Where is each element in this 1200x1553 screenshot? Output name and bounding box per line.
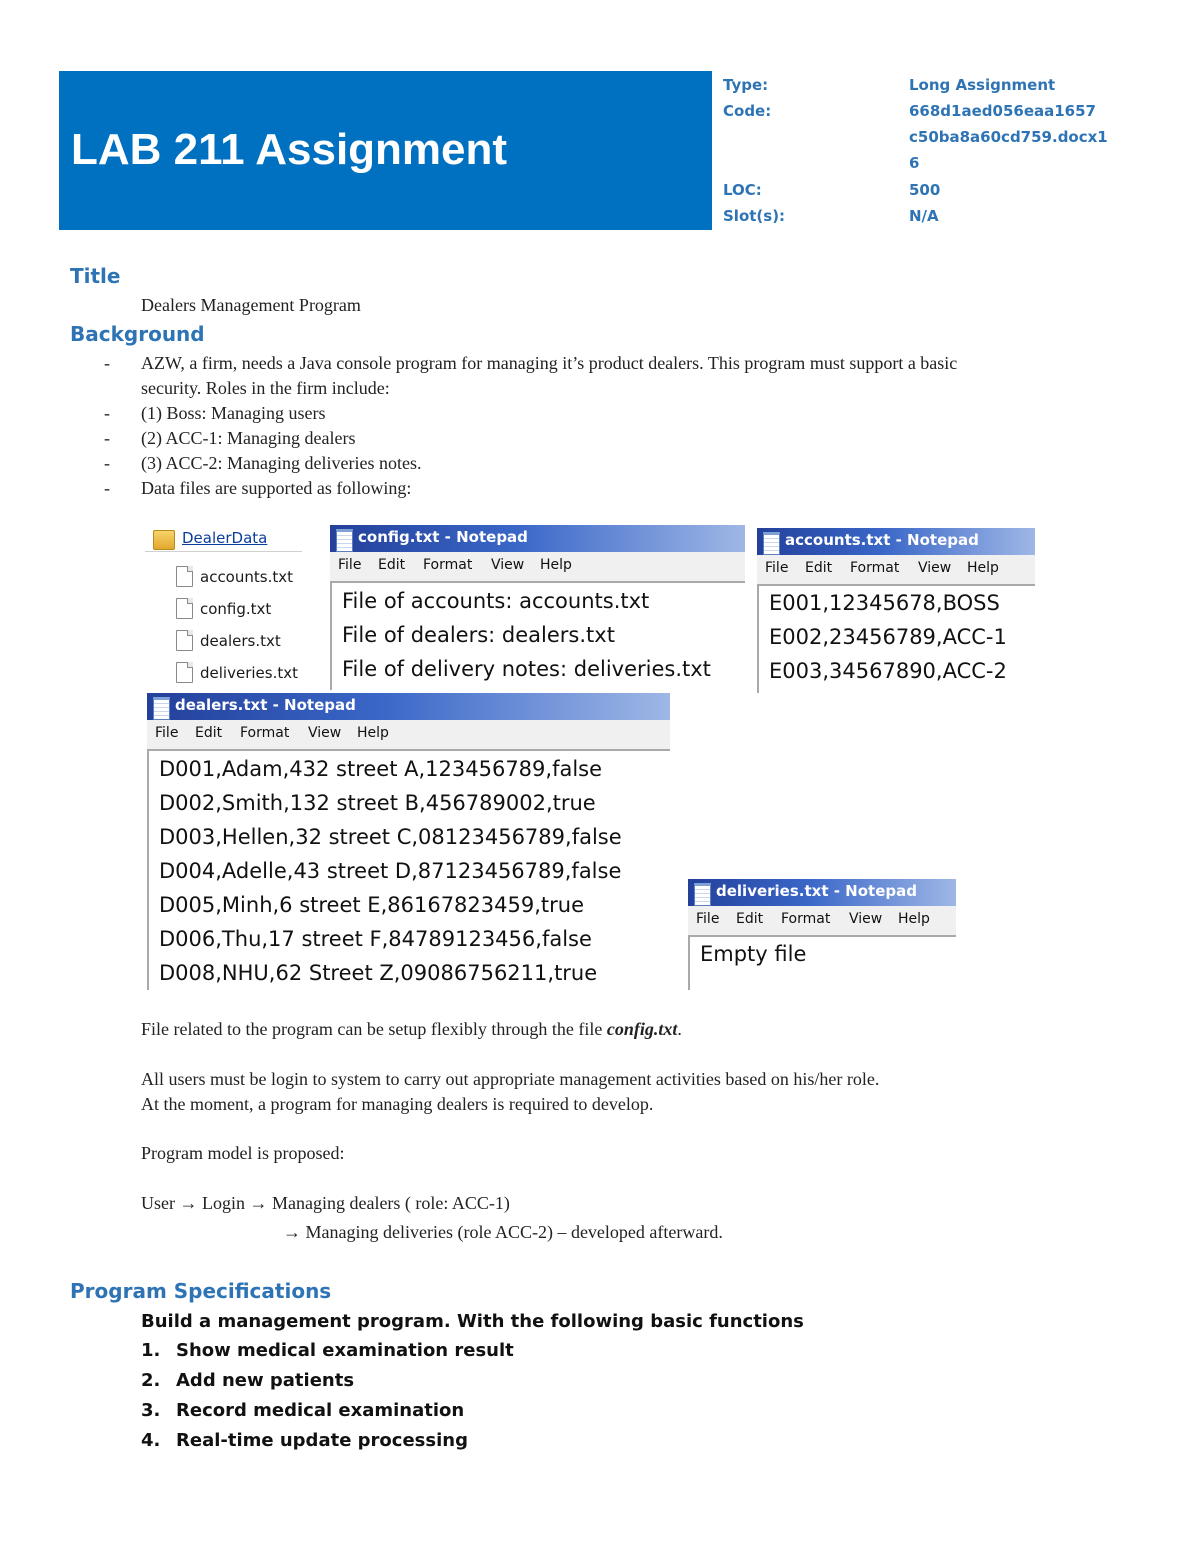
login-note-1: All users must be login to system to carry out appropriate management activities based on his/her role. bbox=[141, 1069, 880, 1089]
text-line: File of delivery notes: deliveries.txt bbox=[342, 657, 711, 681]
list-number: 4. bbox=[141, 1430, 161, 1451]
meta-slot-value: N/A bbox=[909, 207, 939, 225]
notepad-icon bbox=[336, 529, 353, 552]
meta-code-value-cont2: 6 bbox=[909, 154, 920, 172]
text-line: E003,34567890,ACC-2 bbox=[769, 659, 1007, 683]
text-line: D006,Thu,17 street F,84789123456,false bbox=[159, 927, 592, 951]
list-number: 2. bbox=[141, 1370, 161, 1391]
notepad-titlebar bbox=[330, 525, 745, 552]
menu-file[interactable]: File bbox=[696, 911, 720, 927]
window-title: accounts.txt - Notepad bbox=[785, 531, 979, 549]
list-number: 1. bbox=[141, 1340, 161, 1361]
meta-slot-key: Slot(s): bbox=[723, 207, 786, 225]
list-item: Add new patients bbox=[176, 1370, 355, 1391]
folder-icon bbox=[153, 530, 175, 550]
bullet-mark: - bbox=[104, 353, 110, 373]
text-file-icon bbox=[176, 662, 193, 683]
menu-help[interactable]: Help bbox=[898, 911, 930, 927]
text-line: Empty file bbox=[700, 942, 807, 966]
notepad-menubar bbox=[147, 720, 670, 751]
meta-code-value-cont: c50ba8a60cd759.docx1 bbox=[909, 128, 1108, 146]
folder-dealerdata-link[interactable]: DealerData bbox=[182, 529, 268, 547]
text-line: D001,Adam,432 street A,123456789,false bbox=[159, 757, 603, 781]
title-banner bbox=[59, 71, 712, 230]
notepad-menubar bbox=[330, 552, 745, 583]
file-config[interactable]: config.txt bbox=[200, 600, 272, 618]
menu-view[interactable]: View bbox=[849, 911, 883, 927]
background-heading: Background bbox=[70, 322, 205, 346]
bullet-mark: - bbox=[104, 403, 110, 423]
text-line: File of dealers: dealers.txt bbox=[342, 623, 615, 647]
menu-help[interactable]: Help bbox=[540, 557, 572, 573]
meta-loc-key: LOC: bbox=[723, 181, 762, 199]
text-file-icon bbox=[176, 598, 193, 619]
menu-help[interactable]: Help bbox=[967, 560, 999, 576]
file-accounts[interactable]: accounts.txt bbox=[200, 568, 293, 586]
list-item: AZW, a firm, needs a Java console program for managing it’s product dealers. This program must support a basic bbox=[141, 353, 958, 373]
text-line: File of accounts: accounts.txt bbox=[342, 589, 650, 613]
meta-code-key: Code: bbox=[723, 102, 772, 120]
file-dealers[interactable]: dealers.txt bbox=[200, 632, 281, 650]
bullet-mark: - bbox=[104, 478, 110, 498]
menu-edit[interactable]: Edit bbox=[378, 557, 406, 573]
file-explorer-pane bbox=[145, 523, 302, 688]
notepad-text-area[interactable] bbox=[757, 586, 1035, 693]
text-line: D008,NHU,62 Street Z,09086756211,true bbox=[159, 961, 598, 985]
list-item-continuation: security. Roles in the firm include: bbox=[141, 378, 390, 398]
text-file-icon bbox=[176, 630, 193, 651]
list-item: (2) ACC-1: Managing dealers bbox=[141, 428, 356, 448]
menu-format[interactable]: Format bbox=[850, 560, 900, 576]
model-line-2: → Managing deliveries (role ACC-2) – developed afterward. bbox=[283, 1222, 723, 1242]
list-item: (1) Boss: Managing users bbox=[141, 403, 326, 423]
menu-format[interactable]: Format bbox=[240, 725, 290, 741]
text-file-icon bbox=[176, 566, 193, 587]
notepad-icon bbox=[763, 532, 780, 555]
text-line: D003,Hellen,32 street C,08123456789,false bbox=[159, 825, 622, 849]
notepad-titlebar bbox=[688, 879, 956, 906]
config-note bbox=[141, 1017, 682, 1042]
file-deliveries[interactable]: deliveries.txt bbox=[200, 664, 298, 682]
accounts-notepad-window bbox=[757, 528, 1035, 693]
notepad-titlebar bbox=[757, 528, 1035, 555]
menu-file[interactable]: File bbox=[338, 557, 362, 573]
menu-view[interactable]: View bbox=[308, 725, 342, 741]
notepad-text-area[interactable] bbox=[330, 583, 745, 690]
menu-edit[interactable]: Edit bbox=[736, 911, 764, 927]
config-file-name: config.txt bbox=[606, 1019, 678, 1039]
menu-edit[interactable]: Edit bbox=[805, 560, 833, 576]
deliveries-notepad-window bbox=[688, 879, 956, 990]
notepad-menubar bbox=[688, 906, 956, 937]
model-line-1: User → Login → Managing dealers ( role: ACC-1) bbox=[141, 1193, 510, 1213]
list-item: Record medical examination bbox=[176, 1400, 465, 1421]
bullet-mark: - bbox=[104, 453, 110, 473]
title-heading: Title bbox=[70, 264, 121, 288]
text-line: E001,12345678,BOSS bbox=[769, 591, 1000, 615]
window-title: config.txt - Notepad bbox=[358, 528, 528, 546]
list-item: Data files are supported as following: bbox=[141, 478, 412, 498]
dealers-notepad-window bbox=[147, 693, 670, 990]
notepad-text-area[interactable] bbox=[147, 751, 670, 990]
document-title: LAB 211 Assignment bbox=[71, 125, 508, 174]
menu-view[interactable]: View bbox=[918, 560, 952, 576]
meta-code-value: 668d1aed056eaa1657 bbox=[909, 102, 1096, 120]
menu-edit[interactable]: Edit bbox=[195, 725, 223, 741]
list-item: Real-time update processing bbox=[176, 1430, 468, 1451]
menu-help[interactable]: Help bbox=[357, 725, 389, 741]
window-title: deliveries.txt - Notepad bbox=[716, 882, 917, 900]
menu-format[interactable]: Format bbox=[781, 911, 831, 927]
list-number: 3. bbox=[141, 1400, 161, 1421]
meta-type-value: Long Assignment bbox=[909, 76, 1056, 94]
program-specifications-heading: Program Specifications bbox=[70, 1279, 332, 1303]
text-line: E002,23456789,ACC-1 bbox=[769, 625, 1007, 649]
menu-view[interactable]: View bbox=[491, 557, 525, 573]
text-line: D002,Smith,132 street B,456789002,true bbox=[159, 791, 596, 815]
login-note-2: At the moment, a program for managing dealers is required to develop. bbox=[141, 1094, 654, 1114]
notepad-icon bbox=[153, 697, 170, 720]
list-item: Show medical examination result bbox=[176, 1340, 514, 1361]
menu-file[interactable]: File bbox=[155, 725, 179, 741]
text-line: D004,Adelle,43 street D,87123456789,false bbox=[159, 859, 622, 883]
specs-intro: Build a management program. With the following basic functions bbox=[141, 1311, 804, 1332]
model-intro: Program model is proposed: bbox=[141, 1143, 345, 1163]
divider bbox=[145, 551, 302, 552]
menu-file[interactable]: File bbox=[765, 560, 789, 576]
meta-type-key: Type: bbox=[723, 76, 769, 94]
meta-loc-value: 500 bbox=[909, 181, 941, 199]
config-notepad-window bbox=[330, 525, 745, 690]
notepad-icon bbox=[694, 883, 711, 906]
notepad-text-area[interactable] bbox=[688, 937, 956, 990]
window-title: dealers.txt - Notepad bbox=[175, 696, 356, 714]
text-line: D005,Minh,6 street E,86167823459,true bbox=[159, 893, 584, 917]
program-title-text: Dealers Management Program bbox=[141, 295, 361, 315]
config-note-suffix: . bbox=[677, 1019, 682, 1039]
menu-format[interactable]: Format bbox=[423, 557, 473, 573]
notepad-titlebar bbox=[147, 693, 670, 720]
list-item: (3) ACC-2: Managing deliveries notes. bbox=[141, 453, 422, 473]
bullet-mark: - bbox=[104, 428, 110, 448]
notepad-menubar bbox=[757, 555, 1035, 586]
config-note-prefix: File related to the program can be setup flexibly through the file bbox=[141, 1019, 607, 1039]
